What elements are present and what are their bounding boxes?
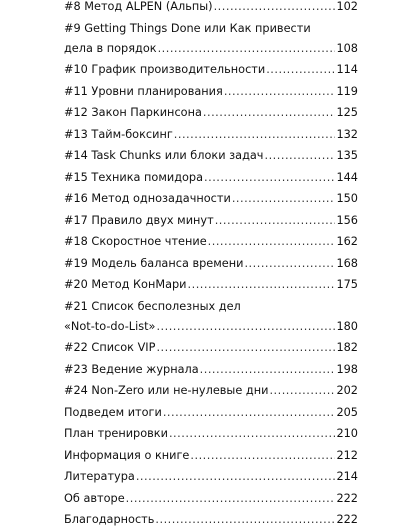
- toc-entry-title: Об авторе: [64, 491, 125, 505]
- dot-leader: [188, 275, 336, 295]
- toc-entry-page-number: 202: [336, 384, 358, 397]
- toc-entry: [64, 146, 358, 168]
- toc-entry-page-number: 150: [336, 192, 358, 205]
- toc-entry-page-number: 125: [336, 106, 358, 119]
- toc-entry-title: #16 Метод однозадачности: [64, 192, 231, 205]
- toc-entry-page-number: 210: [336, 427, 358, 440]
- toc-entry: [64, 0, 358, 19]
- dot-leader: [266, 60, 335, 80]
- dot-leader: [264, 146, 335, 166]
- toc-entry: [64, 211, 358, 233]
- toc-entry-line: [64, 211, 358, 231]
- toc-entry-page-number: 162: [336, 235, 358, 248]
- toc-entry-line: [64, 275, 358, 295]
- toc-entry-page-number: 135: [336, 149, 358, 162]
- toc-entry-line: [64, 297, 358, 317]
- toc-entry-line: [64, 467, 358, 487]
- toc-entry-line: [64, 489, 358, 509]
- toc-entry-line: [64, 232, 358, 252]
- dot-leader: [136, 467, 336, 487]
- toc-entry-title: #18 Скоростное чтение: [64, 235, 207, 248]
- toc-entry-title: #13 Тайм-боксинг: [64, 127, 173, 141]
- toc-entry: [64, 82, 358, 104]
- toc-entry-line: [64, 0, 358, 17]
- toc-entry: [64, 489, 358, 511]
- toc-entry: [64, 467, 358, 489]
- dot-leader: [204, 168, 335, 188]
- toc-entry-line: [64, 317, 358, 337]
- dot-leader: [190, 446, 335, 466]
- toc-entry-page-number: 180: [336, 319, 358, 333]
- dot-leader: [269, 381, 335, 401]
- toc-entry-page-number: 198: [336, 362, 358, 376]
- toc-entry-line: [64, 39, 358, 59]
- toc-entry-title: #23 Ведение журнала: [64, 362, 199, 376]
- dot-leader: [215, 211, 336, 231]
- toc-entry-title: #10 График производительности: [64, 63, 266, 76]
- toc-entry-page-number: 119: [336, 84, 358, 98]
- toc-entry: [64, 125, 358, 147]
- toc-entry-page-number: 222: [336, 491, 358, 505]
- toc-entry: [64, 254, 358, 276]
- toc-entry: [64, 510, 358, 532]
- toc-entry-line: [64, 360, 358, 380]
- toc-entry: [64, 297, 358, 339]
- toc-entry-line: [64, 146, 358, 166]
- toc-entry-title: План тренировки: [64, 427, 168, 440]
- toc-entry-page-number: 144: [336, 170, 358, 184]
- toc-entry: [64, 360, 358, 382]
- toc-entry-title: #19 Модель баланса времени: [64, 256, 244, 270]
- dot-leader: [158, 39, 336, 59]
- toc-entry-title: дела в порядок: [64, 41, 157, 55]
- dot-leader: [224, 82, 336, 102]
- toc-entry-title: #22 Список VIP: [64, 341, 156, 354]
- dot-leader: [208, 232, 336, 252]
- toc-entry-title: #17 Правило двух минут: [64, 213, 214, 227]
- toc-entry-title: #21 Список бесполезных дел: [64, 299, 241, 313]
- toc-entry-title: #15 Техника помидора: [64, 170, 204, 184]
- toc-entry-title: Благодарность: [64, 513, 155, 526]
- toc-entry-line: [64, 424, 358, 444]
- dot-leader: [203, 103, 336, 123]
- dot-leader: [169, 424, 335, 444]
- toc-entry: [64, 338, 358, 360]
- toc-entry-title: Подведем итоги: [64, 405, 162, 419]
- toc-entry-title: «Not-to-do-List»: [64, 319, 156, 333]
- toc-entry-page-number: 132: [336, 127, 358, 141]
- toc-entry-title: #9 Getting Things Done или Как привести: [64, 21, 311, 35]
- toc-entry-line: [64, 510, 358, 530]
- toc-entry-title: Информация о книге: [64, 448, 190, 462]
- toc-entry-title: Литература: [64, 470, 135, 483]
- toc-entry-line: [64, 82, 358, 102]
- toc-entry-title: #14 Task Chunks или блоки задач: [64, 149, 264, 162]
- toc-entry-page-number: 175: [336, 278, 358, 291]
- toc-entry-title: #11 Уровни планирования: [64, 84, 223, 98]
- toc-entry-title: #24 Non-Zero или не-нулевые дни: [64, 384, 269, 397]
- toc-entry-page-number: 102: [336, 0, 358, 13]
- toc-entry: [64, 60, 358, 82]
- toc-entry: [64, 232, 358, 254]
- toc-entry-page-number: 108: [336, 41, 358, 55]
- toc-entry-page-number: 114: [336, 63, 358, 76]
- toc-entry-line: [64, 254, 358, 274]
- toc-entry-line: [64, 60, 358, 80]
- toc-entry-page-number: 222: [336, 513, 358, 526]
- toc-entry-line: [64, 19, 358, 39]
- dot-leader: [156, 338, 335, 358]
- dot-leader: [200, 360, 336, 380]
- dot-leader: [126, 489, 336, 509]
- toc-entry-line: [64, 338, 358, 358]
- toc-entry-page-number: 168: [336, 256, 358, 270]
- dot-leader: [214, 0, 336, 17]
- toc-entry-page-number: 214: [336, 470, 358, 483]
- toc-entry-line: [64, 189, 358, 209]
- toc-entry-line: [64, 381, 358, 401]
- dot-leader: [244, 254, 335, 274]
- toc-entry: [64, 275, 358, 297]
- dot-leader: [174, 125, 336, 145]
- toc-entry: [64, 19, 358, 61]
- toc-entry-line: [64, 168, 358, 188]
- table-of-contents: [64, 0, 358, 532]
- toc-entry-title: #12 Закон Паркинсона: [64, 106, 202, 119]
- dot-leader: [156, 317, 335, 337]
- toc-entry: [64, 381, 358, 403]
- dot-leader: [155, 510, 335, 530]
- toc-entry-title: #8 Метод ALPEN (Альпы): [64, 0, 213, 13]
- toc-entry: [64, 403, 358, 425]
- toc-entry-page-number: 156: [336, 213, 358, 227]
- toc-entry: [64, 168, 358, 190]
- toc-entry: [64, 189, 358, 211]
- dot-leader: [232, 189, 336, 209]
- toc-entry-line: [64, 125, 358, 145]
- toc-entry: [64, 424, 358, 446]
- toc-entry: [64, 103, 358, 125]
- toc-entry-line: [64, 103, 358, 123]
- toc-entry: [64, 446, 358, 468]
- toc-entry-title: #20 Метод КонМари: [64, 278, 187, 291]
- toc-entry-line: [64, 446, 358, 466]
- toc-entry-page-number: 182: [336, 341, 358, 354]
- toc-entry-page-number: 205: [336, 405, 358, 419]
- toc-entry-page-number: 212: [336, 448, 358, 462]
